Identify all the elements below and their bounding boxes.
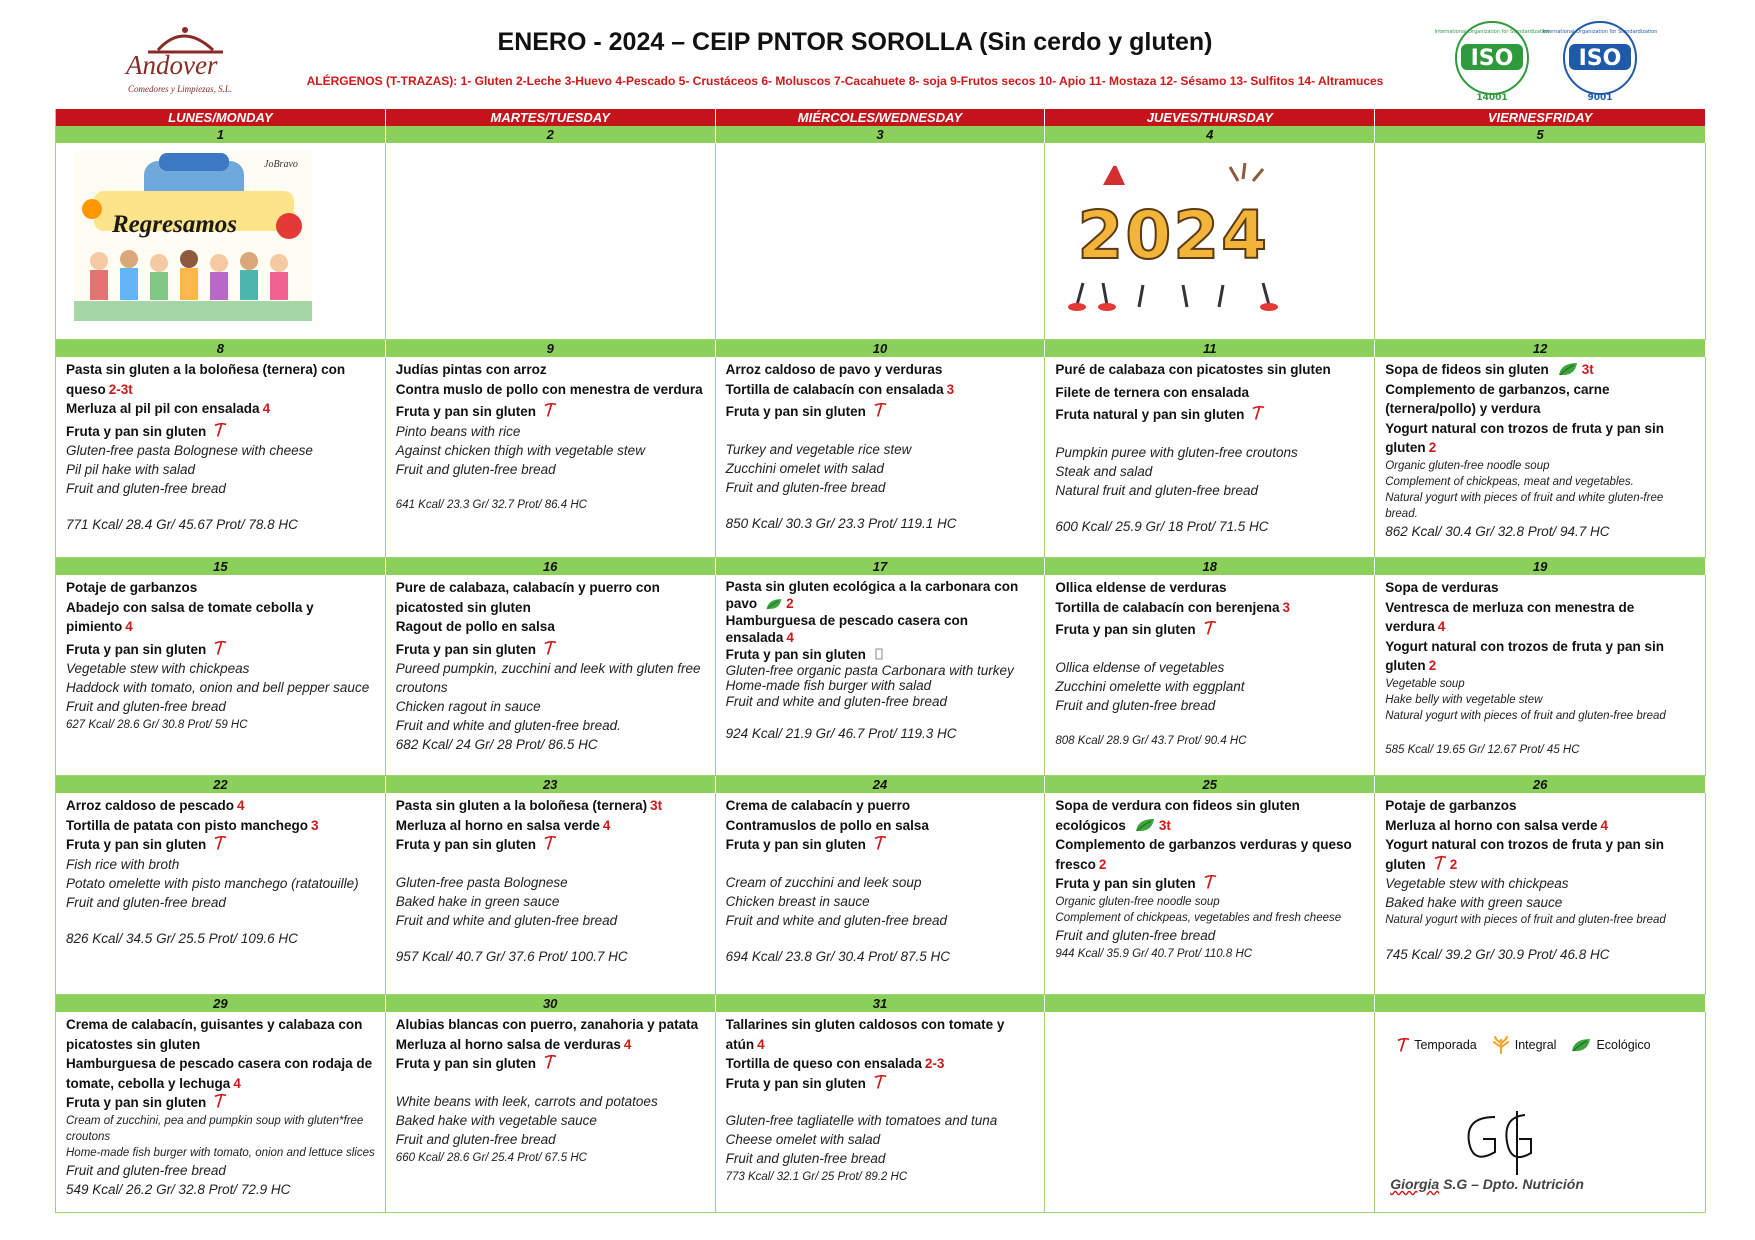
dish-first-en: Vegetable stew with chickpeas [66,661,250,676]
integral-icon [874,647,884,661]
day-cell-empty [386,143,716,339]
allergen-code: 2 [1449,856,1458,872]
dish-dessert: Fruta y pan sin gluten [725,647,866,662]
dish-first-en: Pinto beans with rice [395,423,521,439]
day-cell [1045,575,1375,775]
dish-dessert-en: Fruit and white and gluten-free bread [725,694,947,709]
legend-ecologico: Ecológico [1596,1038,1651,1052]
dish-second-en: Potato omelette with pisto manchego (ratatouille) [66,875,359,891]
dish-first: Pasta sin gluten ecológica a la carbonara con pavo [725,579,1019,611]
year-number: 2024 [1077,197,1270,274]
date-number: 11 [1045,340,1375,357]
nutrition-info: 660 Kcal/ 28.6 Gr/ 25.4 Prot/ 67.5 HC [395,1151,587,1164]
dish-dessert-en: Fruit and gluten-free bread [725,1151,886,1166]
date-number: 15 [56,558,386,575]
date-number: 25 [1045,776,1375,793]
nutrition-info: 600 Kcal/ 25.9 Gr/ 18 Prot/ 71.5 HC [1055,518,1269,534]
dish-dessert: Fruta y pan sin gluten [395,1056,537,1071]
back-to-school-illustration [74,151,312,321]
dish-first-en: Organic gluten-free noodle soup [1385,459,1550,472]
dish-first-en: White beans with leek, carrots and potatoes [395,1093,658,1109]
dish-dessert: Fruta y pan sin gluten [66,641,207,657]
day-cell [56,143,386,339]
dish-second-en: Hake belly with vegetable stew [1385,693,1543,706]
iso-14001-number: 14001 [1476,93,1508,103]
dish-first: Arroz caldoso de pescado [66,798,235,813]
dish-second-en: Baked hake with green sauce [1385,895,1563,910]
dish-second-en: Haddock with tomato, onion and bell pepper sauce [66,680,370,695]
dish-dessert-en: Fruit and white and gluten-free bread. [395,718,621,733]
dish-second: Hamburguesa de pescado casera con ensalada [725,613,968,645]
weekday-monday: LUNES/MONDAY [56,109,386,126]
dish-second-en: Complement of chickpeas, vegetables and fresh cheese [1055,911,1342,924]
dish-second-en: Against chicken thigh with vegetable stew [395,442,645,458]
date-number [1045,995,1375,1012]
dish-dessert: Fruta y pan sin gluten [725,837,866,852]
dish-second-en: Chicken ragout in sauce [395,699,541,714]
dish-second: Filete de ternera con ensalada [1055,384,1249,400]
allergen-code: 4 [623,1036,632,1052]
temporada-icon [1204,874,1217,890]
dish-dessert: Fruta y pan sin gluten [66,423,207,439]
nutrition-info: 850 Kcal/ 30.3 Gr/ 23.3 Prot/ 119.1 HC [725,515,957,531]
dish-second: Abadejo con salsa de tomate cebolla y pimiento [66,599,314,634]
dish-first-en: Gluten-free tagliatelle with tomatoes and tuna [725,1113,998,1128]
allergen-code: 4 [1437,619,1446,634]
weekday-thursday: JUEVES/THURSDAY [1045,109,1375,126]
dish-first-en: Turkey and vegetable rice stew [725,441,912,457]
dish-dessert-en: Natural yogurt with pieces of fruit and white gluten-free bread. [1385,491,1664,520]
temporada-icon [214,835,227,851]
dish-first-en: Cream of zucchini and leek soup [725,874,922,890]
iso-9001-text: ISO [1578,46,1622,71]
iso-9001-badge [1542,20,1658,103]
date-number: 31 [716,995,1046,1012]
temporada-icon [874,1074,887,1090]
dish-dessert: Fruta y pan sin gluten [395,404,537,419]
dish-second-en: Pil pil hake with salad [66,462,196,477]
allergen-code: 3 [946,381,955,397]
page-header [0,0,1755,108]
temporada-icon [1397,1037,1410,1053]
dish-second: Complemento de garbanzos verduras y queso fresco [1055,837,1352,872]
nutrition-info: 862 Kcal/ 30.4 Gr/ 32.8 Prot/ 94.7 HC [1385,523,1610,539]
dish-dessert: Yogurt natural con trozos de fruta y pan sin gluten [1385,837,1664,872]
temporada-icon [214,640,227,656]
ecologico-leaf-icon [1134,817,1156,833]
dish-second-en: Baked hake in green sauce [395,893,560,909]
dish-dessert-en: Fruit and gluten-free bread [725,479,886,495]
dish-first: Sopa de verduras [1385,580,1499,595]
nutrition-info: 549 Kcal/ 26.2 Gr/ 32.8 Prot/ 72.9 HC [66,1181,291,1197]
date-number: 16 [386,558,716,575]
weekday-tuesday: MARTES/TUESDAY [386,109,716,126]
page-title: ENERO - 2024 – CEIP PNTOR SOROLLA (Sin cerdo y gluten) [497,28,1213,56]
date-row [56,776,1706,793]
dish-second: Merluza al horno con salsa verde [1385,817,1598,833]
allergen-code: 4 [1600,817,1609,833]
temporada-icon [214,1093,227,1109]
dish-dessert-en: Fruit and gluten-free bread [66,894,226,910]
dish-second: Tortilla de calabacín con ensalada [725,381,944,397]
signature-name: Giorgia [1390,1176,1440,1192]
week-4 [56,776,1706,995]
dish-dessert-en: Fruit and white and gluten-free bread [395,912,618,928]
dish-second-en: Home-made fish burger with tomato, onion and lettuce slices [66,1146,375,1159]
date-row [56,340,1706,357]
allergen-code: 4 [233,1075,241,1091]
dish-first: Crema de calabacín y puerro [725,798,911,813]
date-row [56,558,1706,575]
date-number: 9 [386,340,716,357]
date-number: 1 [56,126,386,143]
allergen-code: 2-3 [924,1056,945,1071]
nutrition-info: 641 Kcal/ 23.3 Gr/ 32.7 Prot/ 86.4 HC [395,498,587,511]
dish-first: Arroz caldoso de pavo y verduras [725,362,943,377]
day-cell [1375,357,1706,557]
temporada-icon [544,835,557,851]
dish-second: Contramuslos de pollo en salsa [725,817,929,833]
temporada-icon [1252,405,1265,421]
dish-dessert-en: Fruit and gluten-free bread [66,1162,226,1178]
ecologico-leaf-icon [1570,1037,1592,1053]
day-cell-empty [1375,143,1706,339]
dish-dessert-en: Fruit and white and gluten-free bread [725,912,947,928]
nutrition-info: 773 Kcal/ 32.1 Gr/ 25 Prot/ 89.2 HC [725,1171,908,1183]
menu-calendar [55,109,1706,1213]
dish-first-en: Cream of zucchini, pea and pumpkin soup with gluten*free croutons [66,1114,364,1143]
dish-second-en: Zucchini omelette with eggplant [1055,678,1245,694]
legend-cell [1375,1012,1706,1212]
allergen-code: 4 [125,619,133,634]
dish-first-en: Fish rice with broth [66,856,180,872]
dish-second: Merluza al horno en salsa verde [395,817,600,833]
weekday-wednesday: MIÉRCOLES/WEDNESDAY [716,109,1046,126]
dish-second: Hamburguesa de pescado casera con rodaja de tomate, cebolla y lechuga [66,1056,373,1091]
week-2 [56,340,1706,558]
day-cell [716,1012,1046,1212]
legend-integral: Integral [1514,1038,1557,1052]
day-cell [1375,575,1706,775]
date-number: 22 [56,776,386,793]
day-cell [386,575,716,775]
back-to-school-word: Regresamos [112,211,237,238]
temporada-icon [1204,620,1217,636]
temporada-icon [1434,855,1447,871]
date-number: 17 [716,558,1046,575]
dish-first: Ollica eldense de verduras [1055,580,1227,595]
dish-dessert-en: Natural yogurt with pieces of fruit and gluten-free bread [1385,914,1666,926]
dish-first: Pure de calabaza, calabacín y puerro con picatosted sin gluten [395,580,660,615]
allergen-code: 2 [1428,658,1437,673]
iso-14001-ring: International Organization for Standardization [1434,29,1550,35]
dish-second: Ragout de pollo en salsa [395,619,555,634]
dish-second-en: Chicken breast in sauce [725,893,870,909]
dish-first-en: Organic gluten-free noodle soup [1055,895,1220,908]
allergen-code: 2 [786,596,794,611]
date-number: 4 [1045,126,1375,143]
dish-first: Puré de calabaza con picatostes sin gluten [1055,362,1331,377]
date-row [56,995,1706,1012]
day-cell [716,357,1046,557]
dish-dessert-en: Natural yogurt with pieces of fruit and gluten-free bread [1385,709,1666,722]
dish-first-en: Vegetable soup [1385,677,1465,690]
signature-caption [1390,1176,1584,1192]
dish-second-en: Complement of chickpeas, meat and vegetables. [1385,475,1634,488]
allergen-code: 4 [757,1036,765,1052]
nutrition-info: 944 Kcal/ 35.9 Gr/ 40.7 Prot/ 110.8 HC [1055,947,1253,960]
andover-logo [118,20,248,100]
iso-14001-text: ISO [1470,46,1514,71]
date-number: 18 [1045,558,1375,575]
dish-first: Alubias blancas con puerro, zanahoria y patata [395,1017,699,1032]
date-number: 8 [56,340,386,357]
day-cell-empty [1045,1012,1375,1212]
weekday-header-row [56,109,1706,126]
dish-dessert: Yogurt natural con trozos de fruta y pan sin gluten [1385,420,1664,455]
dish-second: Merluza al horno salsa de verduras [395,1036,621,1052]
dish-second: Tortilla de queso con ensalada [725,1056,922,1071]
dish-second: Merluza al pil pil con ensalada [66,401,260,416]
weekday-friday: VIERNESFRIDAY [1375,109,1706,126]
symbol-legend [1397,1036,1697,1054]
nutrition-info: 924 Kcal/ 21.9 Gr/ 46.7 Prot/ 119.3 HC [725,726,957,741]
date-number: 2 [386,126,716,143]
date-number: 10 [716,340,1046,357]
dish-first: Potaje de garbanzos [1385,798,1517,813]
allergen-code: 3t [1158,817,1171,833]
day-cell [56,793,386,994]
dish-dessert: Yogurt natural con trozos de fruta y pan sin gluten [1385,638,1664,673]
dish-dessert-en: Fruit and gluten-free bread [66,699,226,714]
dish-first-en: Pureed pumpkin, zucchini and leek with gluten free croutons [395,661,701,695]
signature-department: S.G – Dpto. Nutrición [1439,1176,1584,1192]
logo-subtitle: Comedores y Limpiezas, S.L. [128,84,233,94]
week-1 [56,126,1706,340]
dish-dessert: Fruta y pan sin gluten [1055,622,1196,637]
dish-first-en: Gluten-free pasta Bolognese with cheese [66,443,313,458]
nutrition-info: 682 Kcal/ 24 Gr/ 28 Prot/ 86.5 HC [395,737,598,752]
dish-dessert-en: Fruit and gluten-free bread [66,481,226,496]
day-cell [1045,793,1375,994]
dish-second-en: Home-made fish burger with salad [725,678,932,693]
dish-second: Tortilla de calabacín con berenjena [1055,599,1280,615]
dish-first-en: Pumpkin puree with gluten-free croutons [1055,444,1298,460]
dish-dessert: Fruta y pan sin gluten [1055,876,1196,891]
date-number: 26 [1375,776,1706,793]
date-number: 29 [56,995,386,1012]
legend-temporada: Temporada [1414,1038,1477,1052]
day-cell [56,1012,386,1212]
nutrition-info: 745 Kcal/ 39.2 Gr/ 30.9 Prot/ 46.8 HC [1385,947,1610,962]
day-cell-empty [716,143,1046,339]
nutritionist-signature [1455,1107,1585,1177]
allergen-code: 3t [1581,362,1594,377]
allergen-legend: ALÉRGENOS (T-TRAZAS): 1- Gluten 2-Leche 3-Huevo 4-Pescado 5- Crustáceos 6- Moluscos 7-Cacahuete 8- soja 9-Frutos secos 10- Apio 11- Mostaza 12- Sésamo 13- Sulfitos 14- Altramuces [306,74,1384,88]
nutrition-info: 771 Kcal/ 28.4 Gr/ 45.67 Prot/ 78.8 HC [66,517,298,532]
allergen-code: 3 [311,817,319,833]
day-cell [386,1012,716,1212]
ecologico-leaf-icon [1557,361,1579,377]
nutrition-info: 694 Kcal/ 23.8 Gr/ 30.4 Prot/ 87.5 HC [725,948,950,964]
date-number [1375,995,1706,1012]
dish-second-en: Baked hake with vegetable sauce [395,1112,597,1128]
nutrition-info: 826 Kcal/ 34.5 Gr/ 25.5 Prot/ 109.6 HC [66,930,298,946]
day-cell [716,793,1046,994]
date-number: 19 [1375,558,1706,575]
dish-first: Sopa de fideos sin gluten [1385,362,1549,377]
date-number: 12 [1375,340,1706,357]
allergen-code: 3 [1282,599,1290,615]
day-cell [1375,793,1706,994]
temporada-icon [544,640,557,656]
dish-second: Contra muslo de pollo con menestra de verdura [395,381,703,397]
iso-9001-ring: International Organization for Standardization [1542,29,1658,35]
week-3 [56,558,1706,776]
iso-14001-badge [1434,20,1550,103]
allergen-code: 4 [602,817,611,833]
dish-first: Tallarines sin gluten caldosos con tomate y atún [725,1017,1005,1052]
allergen-code: 4 [786,630,794,645]
dish-first-en: Gluten-free organic pasta Carbonara with turkey [725,663,1014,678]
day-cell [1045,143,1375,339]
nutrition-info: 627 Kcal/ 28.6 Gr/ 30.8 Prot/ 59 HC [66,719,248,731]
day-cell [56,575,386,775]
date-number: 3 [716,126,1046,143]
dish-dessert: Fruta y pan sin gluten [395,837,537,852]
allergen-code: 2-3t [108,381,133,397]
dish-second-en: Cheese omelet with salad [725,1132,881,1147]
dish-first: Judías pintas con arroz [395,362,547,377]
day-cell [1045,357,1375,557]
dish-second: Complemento de garbanzos, carne (ternera/pollo) y verdura [1385,381,1610,416]
temporada-icon [544,402,557,418]
dish-first: Sopa de verdura con fideos sin gluten ecológicos [1055,798,1300,833]
allergen-code: 3t [650,798,663,813]
dish-first: Pasta sin gluten a la boloñesa (ternera) [395,798,648,813]
allergen-code: 2 [1098,856,1107,872]
allergen-code: 4 [237,798,245,813]
nutrition-info: 808 Kcal/ 28.9 Gr/ 43.7 Prot/ 90.4 HC [1055,734,1247,747]
new-year-2024-illustration [1063,155,1293,315]
day-cell [386,793,716,994]
dish-first: Crema de calabacín, guisantes y calabaza con picatostes sin gluten [66,1017,363,1052]
dish-dessert-en: Natural fruit and gluten-free bread [1055,482,1259,498]
date-number: 24 [716,776,1046,793]
dish-first: Pasta sin gluten a la boloñesa (ternera) con queso [66,362,346,397]
iso-9001-number: 9001 [1587,93,1613,103]
day-cell [386,357,716,557]
dish-second-en: Zucchini omelet with salad [725,460,884,476]
dish-first-en: Gluten-free pasta Bolognese [395,874,568,890]
dish-dessert: Fruta y pan sin gluten [395,641,537,657]
nutrition-info: 585 Kcal/ 19.65 Gr/ 12.67 Prot/ 45 HC [1385,743,1580,756]
date-number: 30 [386,995,716,1012]
week-5 [56,995,1706,1213]
dish-second-en: Steak and salad [1055,463,1153,479]
dish-first-en: Ollica eldense of vegetables [1055,659,1225,675]
dish-dessert-en: Fruit and gluten-free bread [395,1131,556,1147]
dish-second: Tortilla de patata con pisto manchego [66,817,309,833]
date-number: 23 [386,776,716,793]
dish-second: Ventresca de merluza con menestra de verdura [1385,599,1635,634]
allergen-code: 2 [1428,440,1437,455]
dish-first: Potaje de garbanzos [66,580,198,595]
dish-dessert: Fruta natural y pan sin gluten [1055,407,1245,422]
day-cell [716,575,1046,775]
dish-dessert-en: Fruit and gluten-free bread [395,461,556,477]
dish-first-en: Vegetable stew with chickpeas [1385,876,1569,891]
dish-dessert-en: Fruit and gluten-free bread [1055,927,1216,943]
logo-name: Andover [126,50,218,80]
day-cell [56,357,386,557]
date-row [56,126,1706,143]
dish-dessert-en: Fruit and gluten-free bread [1055,697,1216,713]
dish-dessert: Fruta y pan sin gluten [725,1075,866,1091]
ecologico-leaf-icon [765,597,783,611]
nutrition-info: 957 Kcal/ 40.7 Gr/ 37.6 Prot/ 100.7 HC [395,948,628,964]
temporada-icon [874,835,887,851]
temporada-icon [874,402,887,418]
dish-dessert: Fruta y pan sin gluten [66,1095,207,1110]
date-number: 5 [1375,126,1706,143]
integral-wheat-icon [1491,1036,1511,1054]
allergen-code: 4 [262,401,271,416]
dish-dessert: Fruta y pan sin gluten [725,404,866,419]
temporada-icon [214,422,227,438]
temporada-icon [544,1054,557,1070]
dish-dessert: Fruta y pan sin gluten [66,837,207,852]
illustration-signature: JoBravo [264,159,298,170]
